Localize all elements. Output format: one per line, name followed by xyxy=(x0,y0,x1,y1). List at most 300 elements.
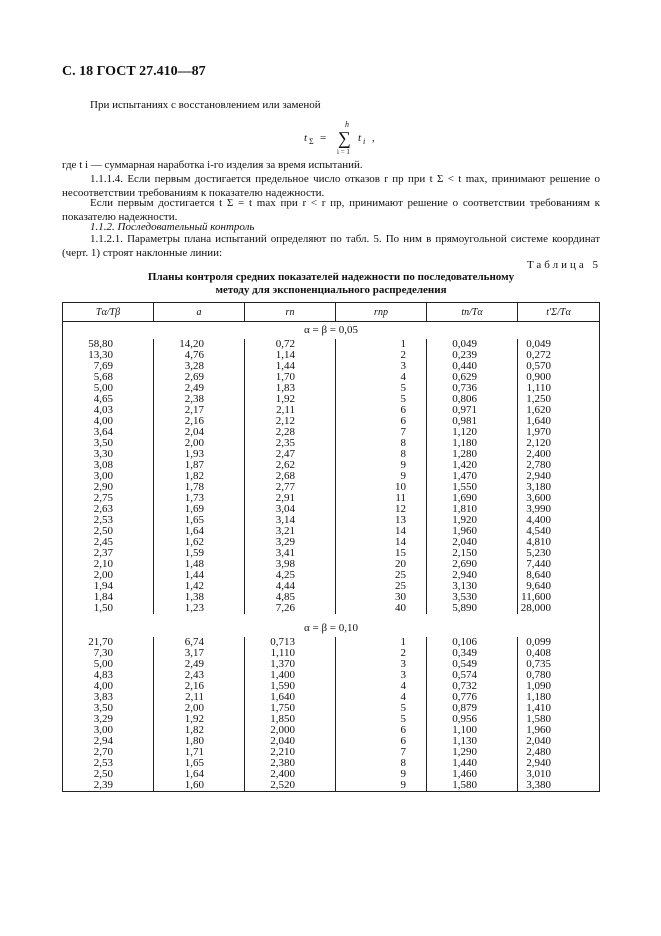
table-cell: 4,44 xyxy=(245,581,336,592)
table-cell: 2,53 xyxy=(63,758,154,769)
table-cell: 9 xyxy=(336,780,427,792)
table-cell: 2,940 xyxy=(518,471,600,482)
table-cell: 6 xyxy=(336,405,427,416)
table-cell: 2,040 xyxy=(245,736,336,747)
table-cell: 5,68 xyxy=(63,372,154,383)
table-cell: 9 xyxy=(336,471,427,482)
table-row xyxy=(63,416,600,427)
table-cell: 1,280 xyxy=(427,449,518,460)
table-cell: 1,48 xyxy=(154,559,245,570)
table-cell: 1,60 xyxy=(154,780,245,792)
table-cell: 2,49 xyxy=(154,383,245,394)
table-cell: 14 xyxy=(336,526,427,537)
table-cell: 1 xyxy=(336,637,427,648)
table-row xyxy=(63,670,600,681)
formula-sum-bottom: i = 1 xyxy=(337,148,350,156)
table-cell: 0,629 xyxy=(427,372,518,383)
table-cell: 15 xyxy=(336,548,427,559)
table-cell: 0,971 xyxy=(427,405,518,416)
table-cell: 3,08 xyxy=(63,460,154,471)
table-cell: 1,750 xyxy=(245,703,336,714)
table-cell: 2,63 xyxy=(63,504,154,515)
table-row xyxy=(63,383,600,394)
table-cell: 2,70 xyxy=(63,747,154,758)
table-row xyxy=(63,659,600,670)
table-cell: 1,460 xyxy=(427,769,518,780)
table-row xyxy=(63,427,600,438)
table-cell: 25 xyxy=(336,581,427,592)
table-row xyxy=(63,692,600,703)
table-cell: 58,80 xyxy=(63,339,154,350)
table-cell: 14,20 xyxy=(154,339,245,350)
table-cell: 3 xyxy=(336,361,427,372)
table-cell: 2 xyxy=(336,350,427,361)
table-cell: 2,49 xyxy=(154,659,245,670)
table-cell: 1,110 xyxy=(245,648,336,659)
table-cell: 3,29 xyxy=(63,714,154,725)
table-cell: 1,71 xyxy=(154,747,245,758)
table-cell: 10 xyxy=(336,482,427,493)
table-cell: 2,62 xyxy=(245,460,336,471)
table-cell: 4,25 xyxy=(245,570,336,581)
table-title xyxy=(62,271,600,297)
formula-rhs-sub: i xyxy=(363,137,366,146)
table-cell: 2,16 xyxy=(154,681,245,692)
table-cell: 13,30 xyxy=(63,350,154,361)
table-cell: 4,65 xyxy=(63,394,154,405)
table-cell: 0,956 xyxy=(427,714,518,725)
table-cell: 2,520 xyxy=(245,780,336,792)
table-cell: 3,14 xyxy=(245,515,336,526)
table-cell: 3,17 xyxy=(154,648,245,659)
formula-eq: = xyxy=(320,132,327,144)
table-cell: 3,380 xyxy=(518,780,600,792)
table-cell: 0,780 xyxy=(518,670,600,681)
table-cell: 2,00 xyxy=(63,570,154,581)
table-cell: 0,099 xyxy=(518,637,600,648)
table-cell: 1,120 xyxy=(427,427,518,438)
table-cell: 14 xyxy=(336,537,427,548)
table-cell: 1,92 xyxy=(245,394,336,405)
table-cell: 5 xyxy=(336,714,427,725)
table-cell: 0,272 xyxy=(518,350,600,361)
table-cell: 2,690 xyxy=(427,559,518,570)
table-cell: 0,735 xyxy=(518,659,600,670)
table-cell: 0,349 xyxy=(427,648,518,659)
table-cell: 0,736 xyxy=(427,383,518,394)
table-cell: 9 xyxy=(336,769,427,780)
table-cell: 11,600 xyxy=(518,592,600,603)
table-cell: 8 xyxy=(336,438,427,449)
table-number: Таблица 5 xyxy=(526,259,601,271)
table-cell: 2,35 xyxy=(245,438,336,449)
table-cell: 3,83 xyxy=(63,692,154,703)
table-cell: 3,21 xyxy=(245,526,336,537)
reliability-plan-table xyxy=(62,302,600,792)
section-header-row xyxy=(63,322,600,340)
table-row xyxy=(63,714,600,725)
table-cell: 2,040 xyxy=(427,537,518,548)
table-cell: 1,640 xyxy=(518,416,600,427)
table-cell: 3,530 xyxy=(427,592,518,603)
table-cell: 2,11 xyxy=(245,405,336,416)
table-cell: 1,65 xyxy=(154,758,245,769)
table-cell: 20 xyxy=(336,559,427,570)
table-cell: 3,600 xyxy=(518,493,600,504)
table-cell: 12 xyxy=(336,504,427,515)
table-row xyxy=(63,581,600,592)
table-cell: 2,150 xyxy=(427,548,518,559)
section-label: α = β = 0,05 xyxy=(63,322,600,340)
table-cell: 1,69 xyxy=(154,504,245,515)
table-cell: 2,480 xyxy=(518,747,600,758)
table-cell: 40 xyxy=(336,603,427,614)
table-cell: 2,780 xyxy=(518,460,600,471)
table-cell: 1,92 xyxy=(154,714,245,725)
table-cell: 7,30 xyxy=(63,648,154,659)
section-heading-1-1-2: 1.1.2. Последовательный контроль xyxy=(90,221,255,233)
table-cell: 1,83 xyxy=(245,383,336,394)
table-cell: 2,04 xyxy=(154,427,245,438)
table-cell: 1,14 xyxy=(245,350,336,361)
table-cell: 2,400 xyxy=(245,769,336,780)
table-cell: 2,11 xyxy=(154,692,245,703)
table-cell: 7,69 xyxy=(63,361,154,372)
table-cell: 1,50 xyxy=(63,603,154,614)
table-cell: 1,690 xyxy=(427,493,518,504)
formula-rhs: t xyxy=(358,132,362,144)
table-cell: 1,370 xyxy=(245,659,336,670)
col-header-rp: rп xyxy=(245,303,336,322)
table-row xyxy=(63,592,600,603)
table-row xyxy=(63,570,600,581)
table-cell: 2,400 xyxy=(518,449,600,460)
table-cell: 2,120 xyxy=(518,438,600,449)
table-row xyxy=(63,339,600,350)
table-cell: 2,50 xyxy=(63,526,154,537)
table-cell: 8 xyxy=(336,758,427,769)
table-cell: 2,940 xyxy=(518,758,600,769)
table-cell: 2,50 xyxy=(63,769,154,780)
col-header-tp: tп/Tα xyxy=(427,303,518,322)
table-row xyxy=(63,780,600,792)
table-cell: 2,040 xyxy=(518,736,600,747)
col-header-tsum: t'Σ/Tα xyxy=(518,303,600,322)
table-cell: 1,400 xyxy=(245,670,336,681)
table-cell: 2,90 xyxy=(63,482,154,493)
table-cell: 1,640 xyxy=(245,692,336,703)
table-row xyxy=(63,637,600,648)
table-row xyxy=(63,361,600,372)
table-row xyxy=(63,350,600,361)
table-cell: 4,83 xyxy=(63,670,154,681)
table-cell: 21,70 xyxy=(63,637,154,648)
table-cell: 1,920 xyxy=(427,515,518,526)
table-cell: 3,41 xyxy=(245,548,336,559)
table-cell: 2,210 xyxy=(245,747,336,758)
table-row xyxy=(63,747,600,758)
table-cell: 1,590 xyxy=(245,681,336,692)
table-cell: 8,640 xyxy=(518,570,600,581)
table-cell: 4 xyxy=(336,692,427,703)
table-row xyxy=(63,725,600,736)
section-header-row xyxy=(63,620,600,637)
table-cell: 1,87 xyxy=(154,460,245,471)
table-row xyxy=(63,482,600,493)
table-cell: 1,810 xyxy=(427,504,518,515)
table-cell: 2,39 xyxy=(63,780,154,792)
table-cell: 1,94 xyxy=(63,581,154,592)
table-cell: 1,78 xyxy=(154,482,245,493)
table-cell: 13 xyxy=(336,515,427,526)
table-cell: 0,732 xyxy=(427,681,518,692)
table-cell: 1,620 xyxy=(518,405,600,416)
table-cell: 0,879 xyxy=(427,703,518,714)
table-cell: 1,44 xyxy=(154,570,245,581)
table-cell: 4 xyxy=(336,681,427,692)
table-cell: 0,574 xyxy=(427,670,518,681)
table-title-line-2: методу для экспоненциального распределения xyxy=(215,284,447,296)
table-cell: 8 xyxy=(336,449,427,460)
formula-sum-sign: ∑ xyxy=(338,128,351,148)
table-cell: 1,44 xyxy=(245,361,336,372)
table-cell: 2,00 xyxy=(154,438,245,449)
table-cell: 1,82 xyxy=(154,725,245,736)
table-row xyxy=(63,769,600,780)
table-cell: 4,03 xyxy=(63,405,154,416)
table-cell: 1,38 xyxy=(154,592,245,603)
table-cell: 2,16 xyxy=(154,416,245,427)
table-row xyxy=(63,471,600,482)
table-cell: 2 xyxy=(336,648,427,659)
table-cell: 6 xyxy=(336,725,427,736)
table-cell: 0,713 xyxy=(245,637,336,648)
table-cell: 3 xyxy=(336,659,427,670)
table-cell: 3,50 xyxy=(63,703,154,714)
table-cell: 4,00 xyxy=(63,416,154,427)
table-cell: 0,049 xyxy=(427,339,518,350)
table-row xyxy=(63,548,600,559)
table-cell: 0,408 xyxy=(518,648,600,659)
table-cell: 1,100 xyxy=(427,725,518,736)
col-header-rpr: rпр xyxy=(336,303,427,322)
table-cell: 2,68 xyxy=(245,471,336,482)
table-cell: 5,230 xyxy=(518,548,600,559)
table-cell: 28,000 xyxy=(518,603,600,614)
page-header: С. 18 ГОСТ 27.410—87 xyxy=(62,64,206,79)
table-cell: 4,85 xyxy=(245,592,336,603)
table-cell: 1 xyxy=(336,339,427,350)
table-cell: 4,400 xyxy=(518,515,600,526)
table-cell: 2,38 xyxy=(154,394,245,405)
table-row xyxy=(63,394,600,405)
table-cell: 2,940 xyxy=(427,570,518,581)
table-cell: 30 xyxy=(336,592,427,603)
table-row xyxy=(63,758,600,769)
table-cell: 1,70 xyxy=(245,372,336,383)
table-cell: 2,10 xyxy=(63,559,154,570)
table-cell: 7,440 xyxy=(518,559,600,570)
table-cell: 6 xyxy=(336,736,427,747)
table-cell: 1,290 xyxy=(427,747,518,758)
col-header-ratio: Tα/Tβ xyxy=(63,303,154,322)
table-cell: 3,010 xyxy=(518,769,600,780)
table-cell: 2,00 xyxy=(154,703,245,714)
table-cell: 1,110 xyxy=(518,383,600,394)
table-cell: 3,180 xyxy=(518,482,600,493)
formula-lhs: t xyxy=(304,132,308,144)
table-cell: 1,64 xyxy=(154,769,245,780)
table-cell: 3 xyxy=(336,670,427,681)
table-cell: 2,17 xyxy=(154,405,245,416)
table-cell: 2,37 xyxy=(63,548,154,559)
sum-formula xyxy=(300,120,380,160)
table-cell: 3,64 xyxy=(63,427,154,438)
table-cell: 11 xyxy=(336,493,427,504)
table-cell: 0,72 xyxy=(245,339,336,350)
table-cell: 7 xyxy=(336,427,427,438)
col-header-a: a xyxy=(154,303,245,322)
table-cell: 1,62 xyxy=(154,537,245,548)
table-cell: 1,130 xyxy=(427,736,518,747)
table-cell: 5 xyxy=(336,394,427,405)
formula-lhs-sub: Σ xyxy=(309,137,314,146)
table-row xyxy=(63,460,600,471)
table-cell: 1,65 xyxy=(154,515,245,526)
table-cell: 3,98 xyxy=(245,559,336,570)
formula-sum-top: h xyxy=(345,120,349,129)
table-cell: 2,75 xyxy=(63,493,154,504)
table-cell: 9 xyxy=(336,460,427,471)
table-cell: 1,960 xyxy=(427,526,518,537)
table-row xyxy=(63,438,600,449)
table-cell: 1,440 xyxy=(427,758,518,769)
table-cell: 2,380 xyxy=(245,758,336,769)
table-cell: 5,890 xyxy=(427,603,518,614)
table-cell: 5 xyxy=(336,703,427,714)
table-row xyxy=(63,449,600,460)
table-row xyxy=(63,405,600,416)
table-cell: 1,850 xyxy=(245,714,336,725)
table-row xyxy=(63,537,600,548)
table-cell: 1,580 xyxy=(427,780,518,792)
table-cell: 1,550 xyxy=(427,482,518,493)
table-cell: 4 xyxy=(336,372,427,383)
table-cell: 2,12 xyxy=(245,416,336,427)
table-cell: 3,130 xyxy=(427,581,518,592)
table-row xyxy=(63,493,600,504)
table-cell: 0,049 xyxy=(518,339,600,350)
table-cell: 1,93 xyxy=(154,449,245,460)
table-cell: 1,960 xyxy=(518,725,600,736)
table-cell: 1,410 xyxy=(518,703,600,714)
table-header-row xyxy=(63,303,600,322)
table-cell: 5,00 xyxy=(63,383,154,394)
section-label: α = β = 0,10 xyxy=(63,620,600,637)
table-cell: 2,43 xyxy=(154,670,245,681)
table-row xyxy=(63,703,600,714)
table-cell: 2,45 xyxy=(63,537,154,548)
table-cell: 0,981 xyxy=(427,416,518,427)
table-cell: 3,00 xyxy=(63,725,154,736)
table-cell: 3,50 xyxy=(63,438,154,449)
table-cell: 4,76 xyxy=(154,350,245,361)
table-row xyxy=(63,515,600,526)
table-cell: 1,250 xyxy=(518,394,600,405)
table-row xyxy=(63,603,600,614)
table-row xyxy=(63,526,600,537)
table-cell: 1,470 xyxy=(427,471,518,482)
table-cell: 0,570 xyxy=(518,361,600,372)
table-cell: 2,000 xyxy=(245,725,336,736)
table-cell: 3,29 xyxy=(245,537,336,548)
table-row xyxy=(63,559,600,570)
table-cell: 2,53 xyxy=(63,515,154,526)
where-paragraph: где t i — суммарная наработка i-го изделия за время испытаний. xyxy=(62,159,363,171)
table-cell: 0,776 xyxy=(427,692,518,703)
table-cell: 1,42 xyxy=(154,581,245,592)
formula-tail: , xyxy=(372,132,375,144)
table-cell: 1,82 xyxy=(154,471,245,482)
table-cell: 2,47 xyxy=(245,449,336,460)
table-row xyxy=(63,504,600,515)
table-cell: 7 xyxy=(336,747,427,758)
table-row xyxy=(63,372,600,383)
table-cell: 5,00 xyxy=(63,659,154,670)
table-cell: 0,806 xyxy=(427,394,518,405)
table-cell: 4,810 xyxy=(518,537,600,548)
table-cell: 1,23 xyxy=(154,603,245,614)
table-cell: 1,420 xyxy=(427,460,518,471)
table-row xyxy=(63,648,600,659)
table-cell: 3,990 xyxy=(518,504,600,515)
table-cell: 3,30 xyxy=(63,449,154,460)
table-cell: 6 xyxy=(336,416,427,427)
table-cell: 1,970 xyxy=(518,427,600,438)
table-cell: 1,180 xyxy=(518,692,600,703)
table-body xyxy=(63,322,600,792)
table-cell: 2,91 xyxy=(245,493,336,504)
table-cell: 1,84 xyxy=(63,592,154,603)
table-cell: 0,239 xyxy=(427,350,518,361)
table-cell: 3,00 xyxy=(63,471,154,482)
table-row xyxy=(63,736,600,747)
table-title-line-1: Планы контроля средних показателей надежности по последовательному xyxy=(147,271,515,283)
table-row xyxy=(63,681,600,692)
table-cell: 1,80 xyxy=(154,736,245,747)
table-cell: 3,04 xyxy=(245,504,336,515)
table-cell: 25 xyxy=(336,570,427,581)
table-cell: 4,00 xyxy=(63,681,154,692)
paragraph-decision: Если первым достигается t Σ = t max при r < r пр, принимают решение о соответствии требованиям к показателю надежности. xyxy=(62,197,600,223)
table-cell: 9,640 xyxy=(518,581,600,592)
table-cell: 2,28 xyxy=(245,427,336,438)
table-cell: 1,180 xyxy=(427,438,518,449)
table-cell: 6,74 xyxy=(154,637,245,648)
table-cell: 0,900 xyxy=(518,372,600,383)
table-cell: 2,77 xyxy=(245,482,336,493)
table-cell: 0,549 xyxy=(427,659,518,670)
table-cell: 4,540 xyxy=(518,526,600,537)
table-cell: 7,26 xyxy=(245,603,336,614)
intro-paragraph: При испытаниях с восстановлением или заменой xyxy=(90,99,321,111)
table-cell: 1,090 xyxy=(518,681,600,692)
table-cell: 3,28 xyxy=(154,361,245,372)
paragraph-1-1-1-4: 1.1.1.4. Если первым достигается предельное число отказов r пр при t Σ < t max, принимают решение о несоответствии требованиям к показателю надежности. xyxy=(62,173,600,199)
table-cell: 0,440 xyxy=(427,361,518,372)
table-cell: 2,94 xyxy=(63,736,154,747)
table-cell: 1,64 xyxy=(154,526,245,537)
